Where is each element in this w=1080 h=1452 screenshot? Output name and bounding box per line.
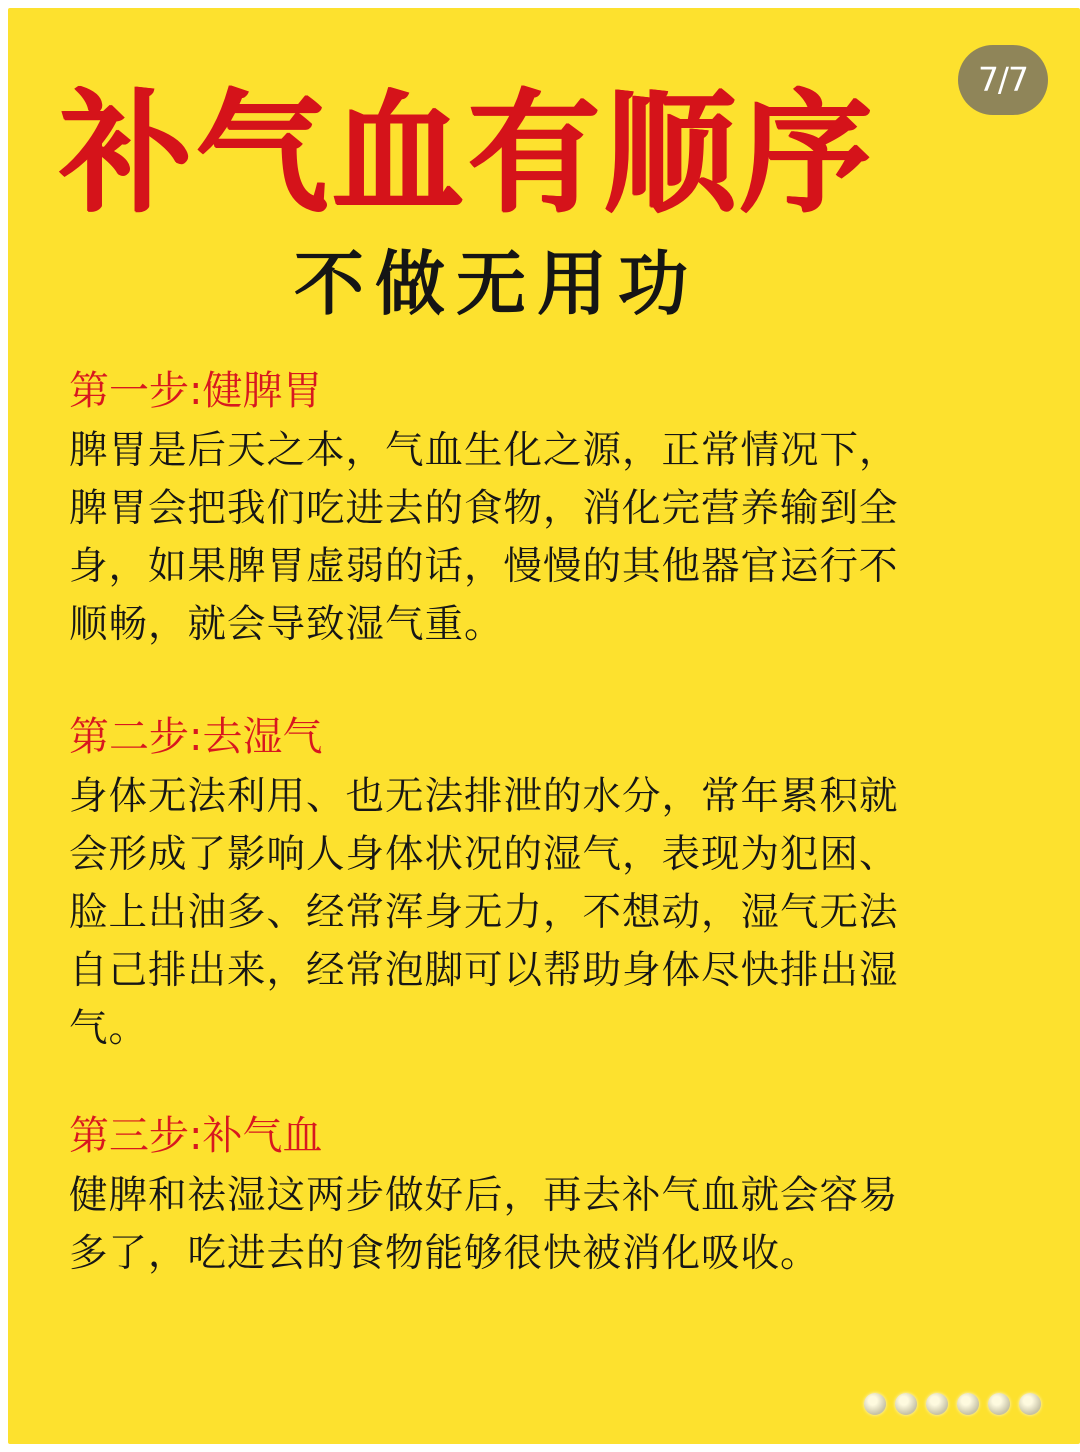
poster-card xyxy=(8,8,1080,1444)
step-text-2: 身体无法利用、也无法排泄的水分，常年累积就会形成了影响人身体状况的湿气，表现为犯困、脸上出油多、经常浑身无力，不想动，湿气无法自己排出来，经常泡脚可以帮助身体尽快排出湿气。 xyxy=(69,774,899,1051)
step-section-3 xyxy=(69,1109,939,1283)
step-heading-2: 第二步:去湿气 xyxy=(69,714,323,760)
step-section-2 xyxy=(69,710,939,1058)
watermark-logo-icon xyxy=(864,1386,1052,1424)
page-subtitle: 不做无用功 xyxy=(294,243,699,325)
step-heading-3: 第三步:补气血 xyxy=(69,1113,323,1159)
step-text-1: 脾胃是后天之本，气血生化之源，正常情况下，脾胃会把我们吃进去的食物，消化完营养输到全身，如果脾胃虚弱的话，慢慢的其他器官运行不顺畅，就会导致湿气重。 xyxy=(69,428,899,647)
step-heading-1: 第一步:健脾胃 xyxy=(69,368,323,414)
step-section-1 xyxy=(69,364,939,654)
image-counter-badge: 7/7 xyxy=(958,45,1048,115)
page-title: 补气血有顺序 xyxy=(60,77,876,231)
step-text-3: 健脾和祛湿这两步做好后，再去补气血就会容易多了，吃进去的食物能够很快被消化吸收。 xyxy=(69,1173,899,1276)
